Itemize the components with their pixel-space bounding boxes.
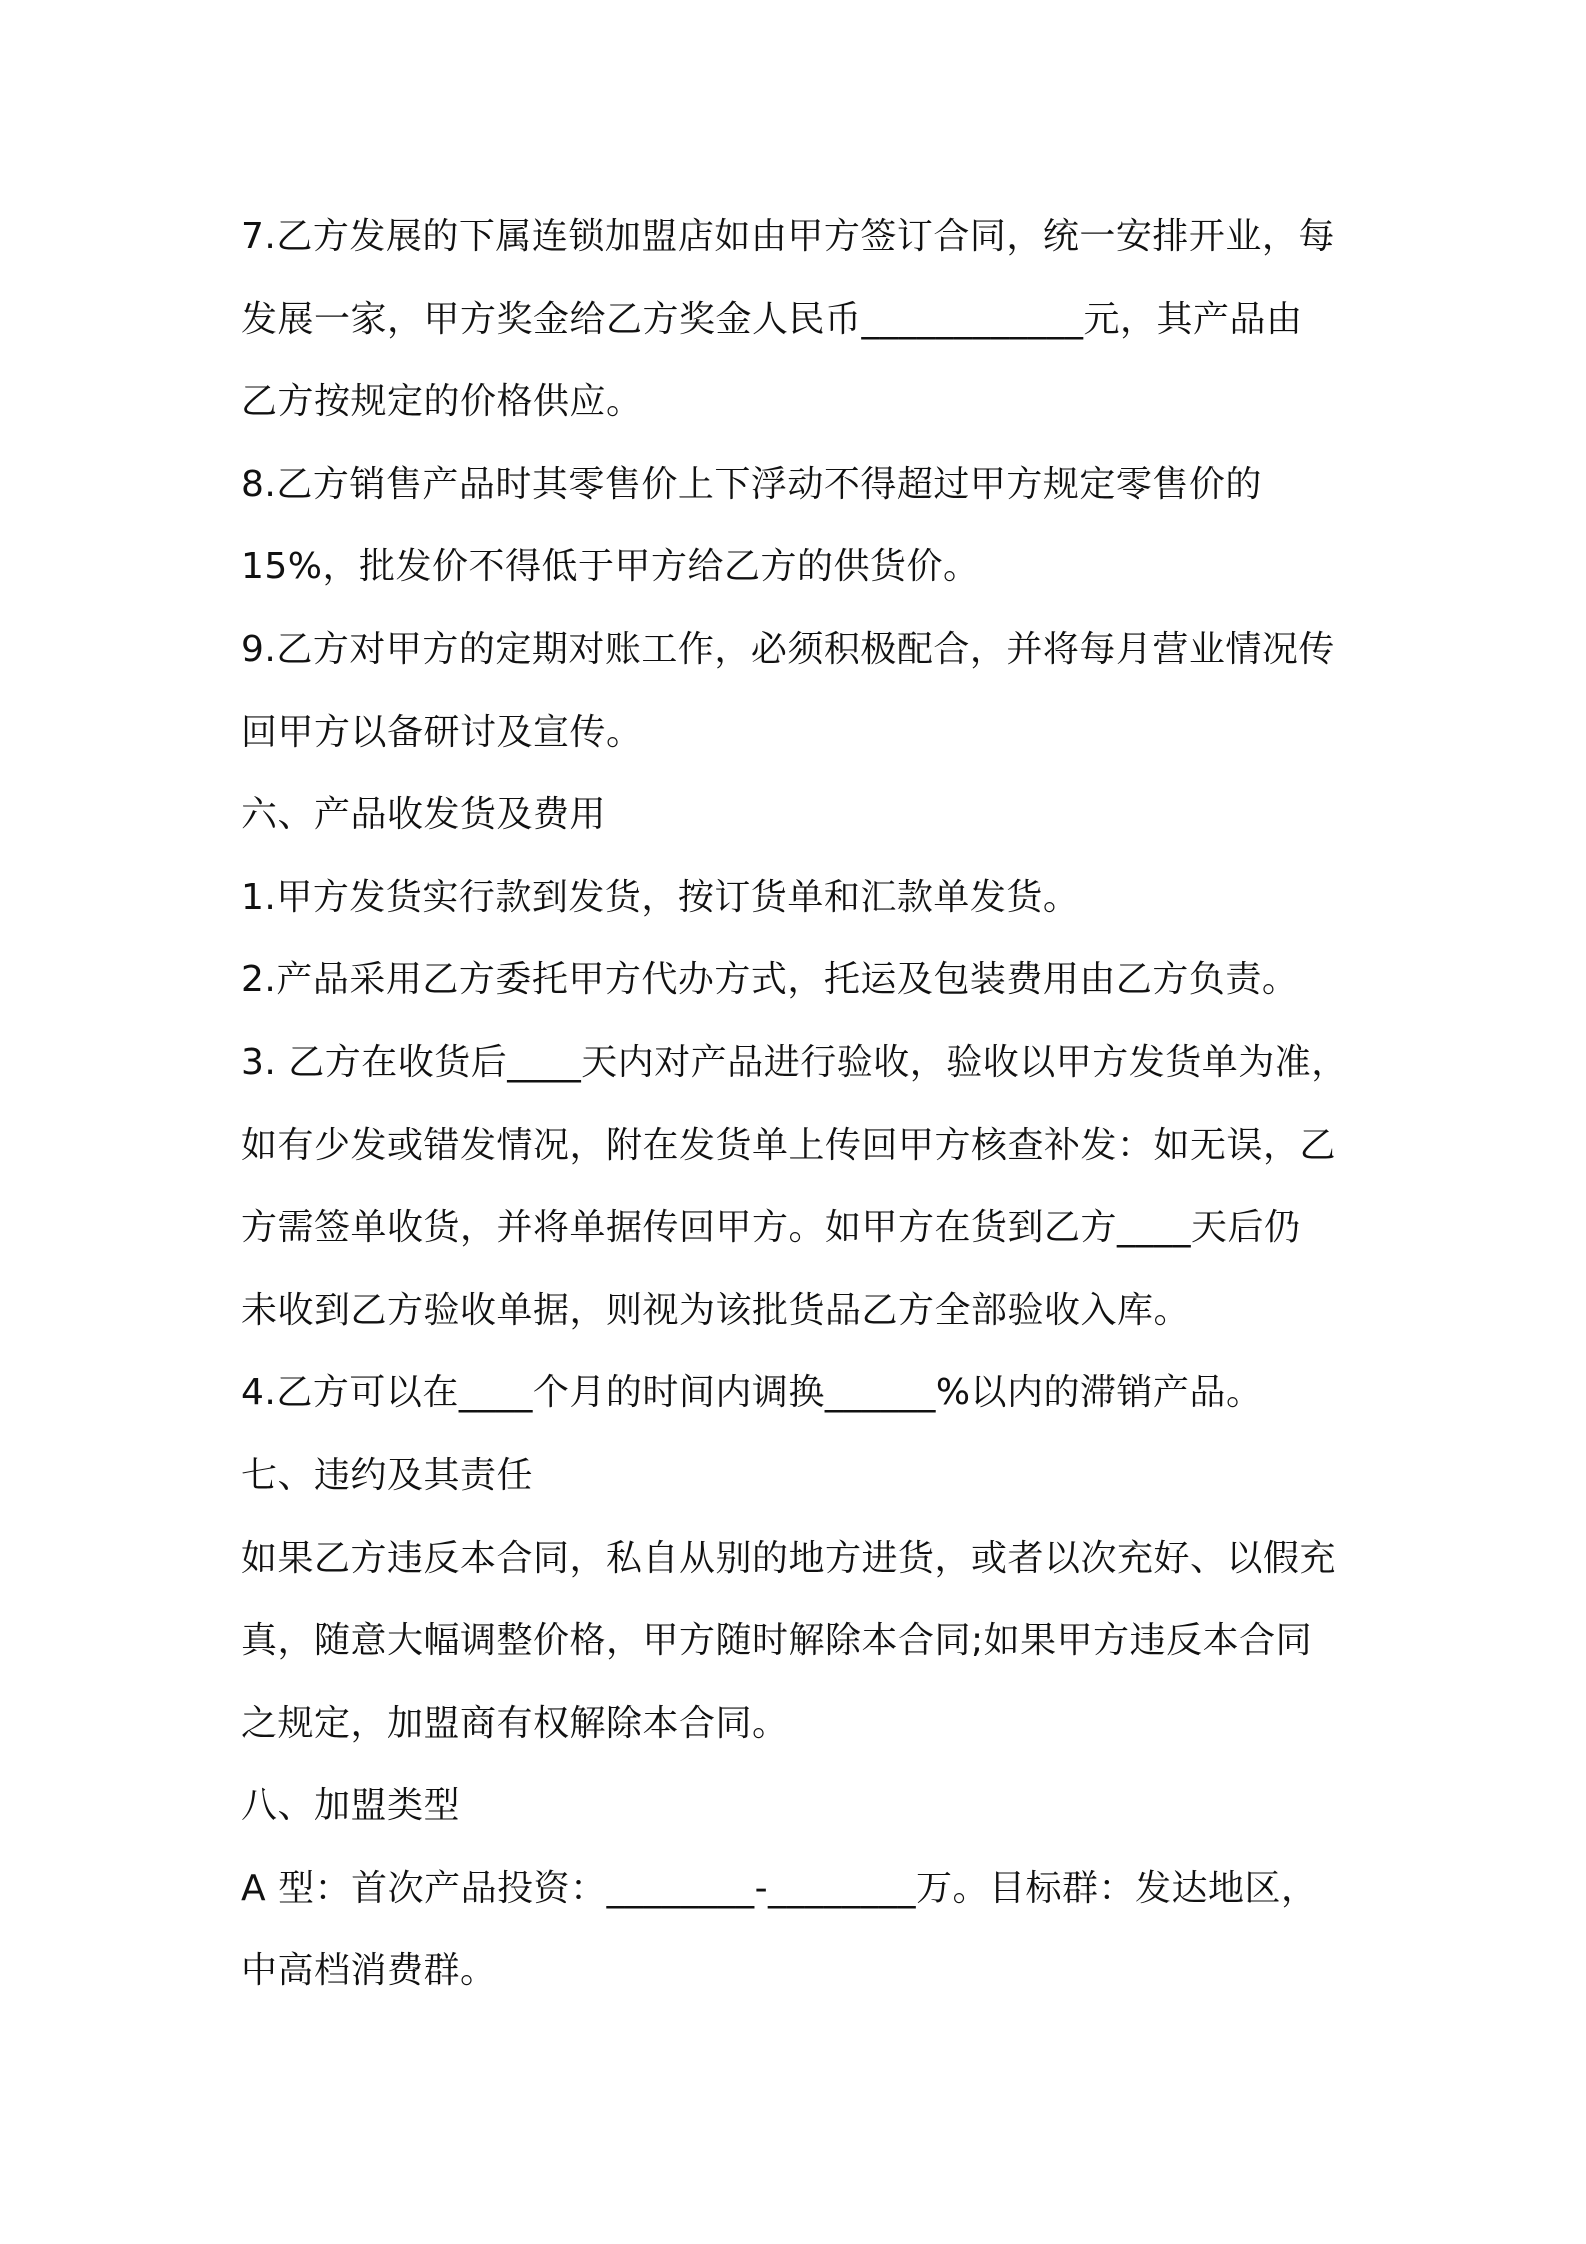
section-6-item-3-line-1: 3. 乙方在收货后____天内对产品进行验收，验收以甲方发货单为准，: [241, 1041, 1348, 1083]
section-6-item-1: 1.甲方发货实行款到发货，按订货单和汇款单发货。: [241, 876, 1080, 918]
section-6-heading: 六、产品收发货及费用: [241, 794, 607, 836]
section-6-item-3-line-4: 未收到乙方验收单据，则视为该批货品乙方全部验收入库。: [241, 1289, 1191, 1331]
clause-9-line-1: 9.乙方对甲方的定期对账工作，必须积极配合，并将每月营业情况传: [241, 628, 1335, 670]
section-6-item-3-line-2: 如有少发或错发情况，附在发货单上传回甲方核查补发：如无误，乙: [241, 1124, 1337, 1166]
clause-7-line-3: 乙方按规定的价格供应。: [241, 381, 643, 423]
clause-9-line-2: 回甲方以备研讨及宣传。: [241, 711, 643, 753]
section-8-heading: 八、加盟类型: [241, 1785, 461, 1827]
section-6-item-2: 2.产品采用乙方委托甲方代办方式，托运及包装费用由乙方负责。: [241, 959, 1299, 1001]
section-8-type-a-line-1: A 型：首次产品投资：________-________万。目标群：发达地区，: [241, 1867, 1318, 1909]
section-6-item-3-line-3: 方需签单收货，并将单据传回甲方。如甲方在货到乙方____天后仍: [241, 1207, 1301, 1249]
clause-7-line-1: 7.乙方发展的下属连锁加盟店如由甲方签订合同，统一安排开业，每: [241, 216, 1335, 257]
section-7-text-line-2: 真，随意大幅调整价格，甲方随时解除本合同;如果甲方违反本合同: [241, 1620, 1313, 1662]
section-7-text-line-1: 如果乙方违反本合同，私自从别的地方进货，或者以次充好、以假充: [241, 1537, 1337, 1579]
document-body: [241, 196, 1361, 2013]
section-7-heading: 七、违约及其责任: [241, 1454, 534, 1496]
clause-8-line-1: 8.乙方销售产品时其零售价上下浮动不得超过甲方规定零售价的: [241, 463, 1262, 505]
section-6-item-4: 4.乙方可以在____个月的时间内调换______%以内的滞销产品。: [241, 1372, 1263, 1414]
clause-8-line-2: 15%，批发价不得低于甲方给乙方的供货价。: [241, 546, 980, 588]
clause-7-line-2: 发展一家，甲方奖金给乙方奖金人民币____________元，其产品由: [241, 298, 1303, 340]
section-7-text-line-3: 之规定，加盟商有权解除本合同。: [241, 1702, 789, 1744]
section-8-type-a-line-2: 中高档消费群。: [241, 1950, 497, 1992]
